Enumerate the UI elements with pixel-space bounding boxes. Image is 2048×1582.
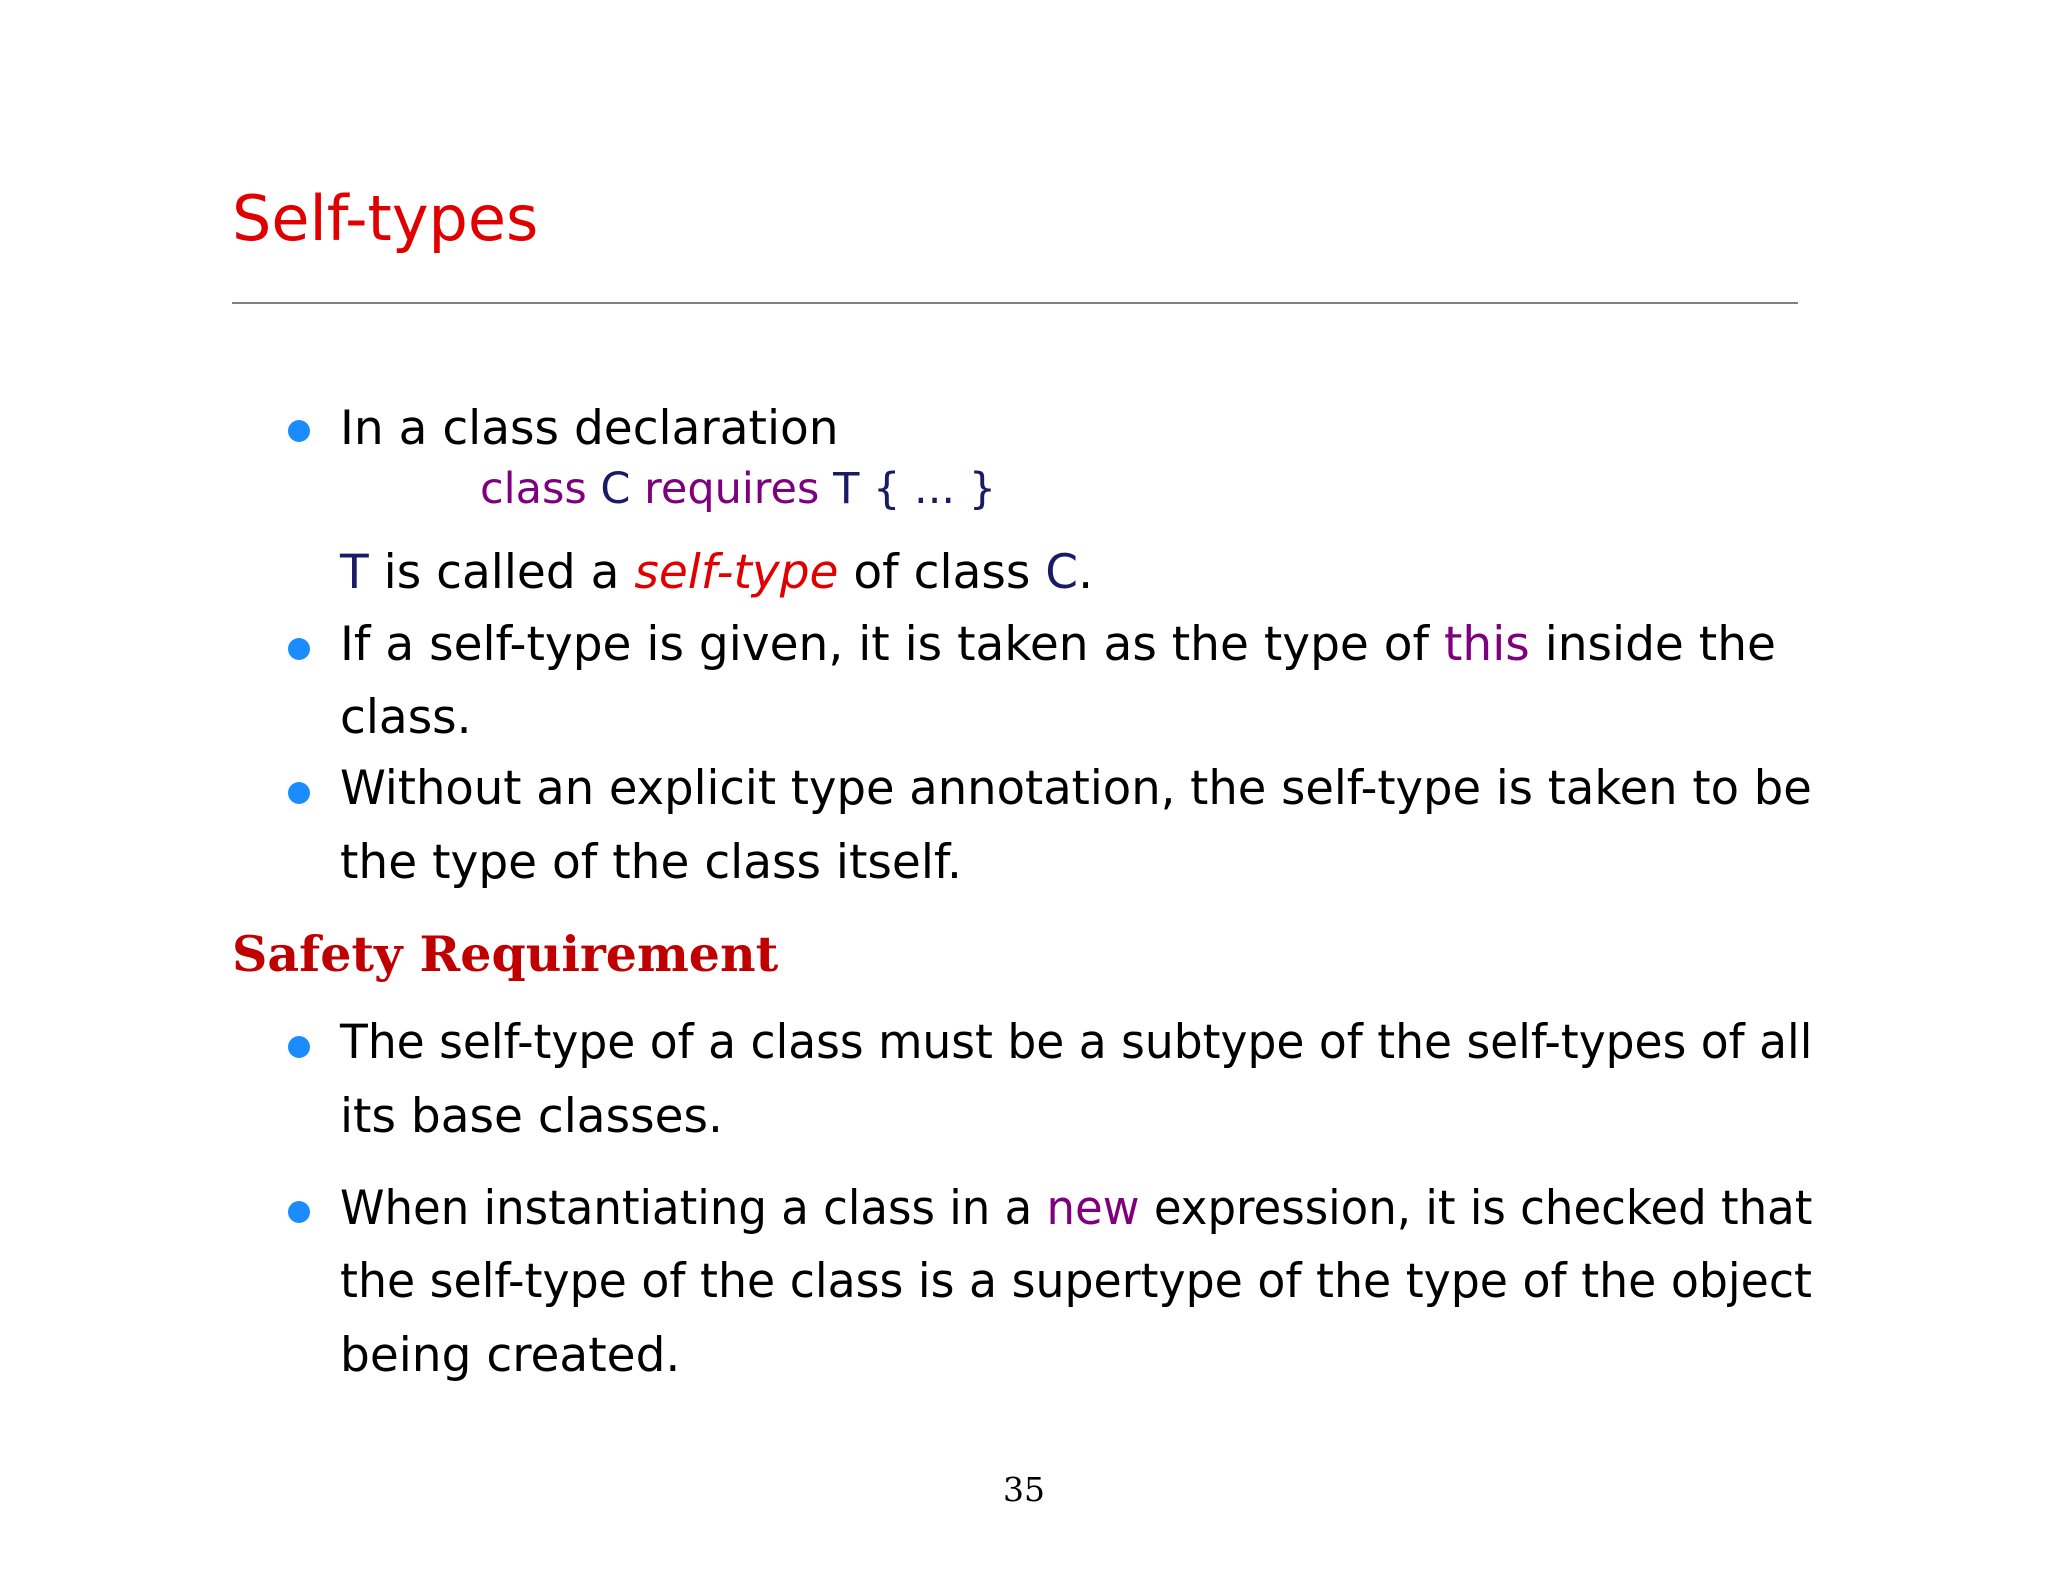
code-keyword-class: class	[480, 464, 587, 514]
type-t: T	[340, 545, 369, 600]
bullet-1-line-1: In a class declaration	[340, 401, 839, 456]
bullet-4-line-2: its base classes.	[340, 1089, 723, 1144]
bullet-5-line-2: the self-type of the class is a supertype of the type of the object	[340, 1254, 1812, 1309]
code-type-name: T	[833, 464, 860, 514]
bullet-icon	[288, 420, 310, 442]
text: If a self-type is given, it is taken as the type of	[340, 617, 1444, 672]
bullet-5-line-1	[340, 1181, 1813, 1236]
text: of class	[838, 545, 1046, 600]
text: .	[1078, 545, 1094, 600]
bullet-5-line-3: being created.	[340, 1328, 681, 1383]
code-class-name: C	[600, 464, 631, 514]
text: expression, it is checked that	[1139, 1181, 1813, 1236]
page-number: 35	[1003, 1470, 1045, 1509]
bullet-2-line-2: class.	[340, 690, 472, 745]
text: When instantiating a class in a	[340, 1181, 1047, 1236]
code-body: { ... }	[873, 464, 997, 514]
text: is called a	[368, 545, 635, 600]
title-divider	[232, 302, 1798, 304]
bullet-icon	[288, 1201, 310, 1223]
bullet-icon	[288, 638, 310, 660]
code-example	[480, 464, 997, 514]
code-keyword-requires: requires	[644, 464, 820, 514]
bullet-3-line-1: Without an explicit type annotation, the self-type is taken to be	[340, 761, 1812, 816]
bullet-1-line-3	[340, 545, 1094, 600]
keyword-new: new	[1046, 1181, 1140, 1236]
term-self-type: self-type	[634, 545, 839, 600]
section-heading: Safety Requirement	[232, 925, 779, 983]
keyword-this: this	[1444, 617, 1530, 672]
bullet-4-line-1: The self-type of a class must be a subtype of the self-types of all	[340, 1015, 1813, 1070]
text: inside the	[1529, 617, 1776, 672]
bullet-icon	[288, 1036, 310, 1058]
bullet-2-line-1	[340, 617, 1776, 672]
slide-title: Self-types	[232, 182, 539, 255]
bullet-icon	[288, 782, 310, 804]
bullet-3-line-2: the type of the class itself.	[340, 835, 962, 890]
class-c: C	[1045, 545, 1079, 600]
